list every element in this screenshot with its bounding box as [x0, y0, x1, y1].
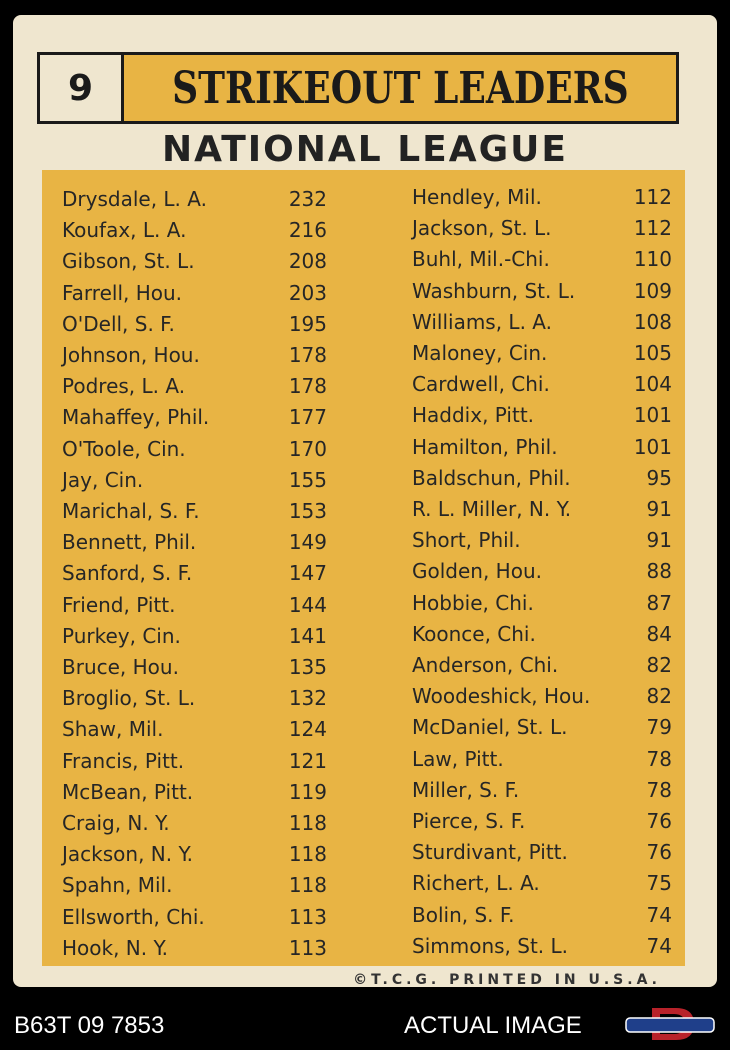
- strikeout-count: 178: [288, 374, 327, 399]
- strikeout-count: 84: [646, 621, 672, 646]
- leader-row: [62, 746, 327, 777]
- strikeout-count: 147: [288, 561, 327, 586]
- leader-row: [412, 494, 672, 525]
- strikeout-count: 178: [288, 343, 327, 367]
- leader-row: [412, 369, 672, 400]
- pitcher-name: Koufax, L. A.: [62, 218, 187, 243]
- leader-row: [412, 463, 672, 494]
- pitcher-name: Law, Pitt.: [412, 746, 504, 771]
- pitcher-name: Bolin, S. F.: [412, 902, 515, 927]
- leader-row: [62, 590, 327, 621]
- pitcher-name: Marichal, S. F.: [62, 499, 200, 523]
- strikeout-count: 76: [646, 840, 672, 865]
- pitcher-name: Haddix, Pitt.: [412, 403, 535, 428]
- leader-row: [412, 182, 672, 213]
- pitcher-name: Farrell, Hou.: [62, 280, 183, 305]
- pitcher-name: Jackson, St. L.: [412, 216, 552, 241]
- strikeout-count: 108: [633, 309, 672, 334]
- pitcher-name: Jay, Cin.: [62, 467, 144, 492]
- card-id-caption: B63T 09 7853: [14, 1012, 165, 1039]
- strikeout-count: 113: [288, 904, 327, 929]
- leader-row: [62, 683, 327, 714]
- copyright-footer: ©T.C.G. PRINTED IN U.S.A.: [353, 972, 661, 987]
- strikeout-count: 203: [288, 280, 327, 305]
- strikeout-count: 82: [646, 684, 672, 709]
- pitcher-name: Pierce, S. F.: [412, 809, 526, 833]
- strikeout-count: 75: [646, 871, 672, 896]
- strikeout-count: 95: [646, 465, 672, 490]
- strikeout-count: 105: [633, 341, 672, 365]
- leader-row: [62, 527, 327, 558]
- pitcher-name: Simmons, St. L.: [412, 933, 569, 958]
- leader-row: [412, 432, 672, 463]
- strikeout-count: 113: [288, 935, 327, 960]
- title-box: [37, 52, 679, 124]
- strikeout-count: 141: [288, 623, 327, 648]
- leader-row: [412, 307, 672, 338]
- strikeout-count: 112: [633, 216, 672, 241]
- leader-row: [62, 902, 327, 933]
- strikeout-count: 104: [633, 372, 672, 397]
- leader-row: [412, 213, 672, 244]
- pitcher-name: Johnson, Hou.: [62, 343, 200, 367]
- strikeout-count: 124: [288, 717, 327, 742]
- leader-row: [412, 338, 672, 369]
- leader-row: [412, 712, 672, 743]
- pitcher-name: Hamilton, Phil.: [412, 434, 558, 459]
- pitcher-name: Bruce, Hou.: [62, 655, 179, 679]
- pitcher-name: Bennett, Phil.: [62, 530, 197, 555]
- strikeout-count: 177: [288, 405, 327, 430]
- leader-row: [62, 309, 327, 340]
- pitcher-name: Friend, Pitt.: [62, 592, 176, 617]
- strikeout-count: 170: [288, 436, 327, 461]
- strikeout-count: 144: [288, 592, 327, 617]
- strikeout-count: 78: [646, 777, 672, 802]
- pitcher-name: Cardwell, Chi.: [412, 372, 550, 397]
- leader-row: [412, 868, 672, 899]
- pitcher-name: Mahaffey, Phil.: [62, 405, 210, 430]
- leader-row: [62, 434, 327, 465]
- pitcher-name: Buhl, Mil.-Chi.: [412, 247, 550, 272]
- strikeout-count: 110: [633, 247, 672, 272]
- leader-row: [412, 806, 672, 837]
- strikeout-count: 208: [288, 249, 327, 274]
- card-title-banner: [124, 55, 676, 121]
- strikeout-count: 74: [646, 902, 672, 927]
- strikeout-count: 91: [646, 528, 672, 553]
- pitcher-name: Broglio, St. L.: [62, 686, 196, 711]
- strikeout-count: 195: [288, 311, 327, 336]
- leader-row: [412, 588, 672, 619]
- strikeout-count: 118: [288, 811, 327, 835]
- pitcher-name: Hook, N. Y.: [62, 935, 169, 960]
- leader-row: [412, 837, 672, 868]
- strikeout-count: 216: [288, 218, 327, 243]
- leader-row: [62, 808, 327, 839]
- pitcher-name: McBean, Pitt.: [62, 779, 194, 804]
- leader-row: [412, 244, 672, 275]
- card-number: 9: [40, 55, 124, 121]
- leader-row: [62, 184, 327, 215]
- strikeout-count: 118: [288, 873, 327, 898]
- pitcher-name: Sanford, S. F.: [62, 561, 193, 586]
- pitcher-name: Miller, S. F.: [412, 777, 520, 802]
- leader-row: [62, 933, 327, 964]
- leader-row: [412, 681, 672, 712]
- pitcher-name: Ellsworth, Chi.: [62, 904, 205, 929]
- pitcher-name: Maloney, Cin.: [412, 341, 548, 365]
- strikeout-count: 112: [633, 185, 672, 209]
- leader-row: [62, 621, 327, 652]
- leader-row: [412, 900, 672, 931]
- leader-row: [412, 276, 672, 307]
- leader-row: [62, 714, 327, 745]
- strikeout-count: 87: [646, 590, 672, 615]
- leader-row: [62, 402, 327, 433]
- strikeout-count: 101: [633, 434, 672, 459]
- pitcher-name: Hobbie, Chi.: [412, 590, 534, 615]
- strikeout-count: 135: [288, 655, 327, 679]
- leader-row: [412, 744, 672, 775]
- strikeout-count: 118: [288, 842, 327, 867]
- league-heading: NATIONAL LEAGUE: [162, 129, 568, 170]
- pitcher-name: Washburn, St. L.: [412, 278, 576, 303]
- leader-row: [62, 278, 327, 309]
- pitcher-name: Spahn, Mil.: [62, 873, 173, 898]
- leader-row: [62, 371, 327, 402]
- leader-row: [62, 558, 327, 589]
- pitcher-name: Purkey, Cin.: [62, 623, 181, 648]
- leader-row: [412, 619, 672, 650]
- actual-image-caption: ACTUAL IMAGE: [404, 1012, 582, 1039]
- leader-row: [62, 870, 327, 901]
- strikeout-count: 76: [646, 809, 672, 833]
- deans-cards-logo: [624, 1004, 716, 1044]
- pitcher-name: Sturdivant, Pitt.: [412, 840, 568, 865]
- card-title: STRIKEOUT LEADERS: [171, 62, 629, 114]
- strikeout-count: 101: [633, 403, 672, 428]
- leader-row: [62, 465, 327, 496]
- pitcher-name: Golden, Hou.: [412, 559, 542, 584]
- leader-row: [62, 215, 327, 246]
- strikeout-count: 132: [288, 686, 327, 711]
- strikeout-count: 232: [288, 187, 327, 211]
- strikeout-count: 109: [633, 278, 672, 303]
- leader-row: [412, 400, 672, 431]
- strikeout-count: 88: [646, 559, 672, 584]
- strikeout-count: 153: [288, 499, 327, 523]
- pitcher-name: McDaniel, St. L.: [412, 715, 568, 740]
- leader-row: [62, 839, 327, 870]
- pitcher-name: Richert, L. A.: [412, 871, 540, 896]
- pitcher-name: Gibson, St. L.: [62, 249, 195, 274]
- pitcher-name: Francis, Pitt.: [62, 748, 185, 773]
- baseball-card: [13, 15, 717, 987]
- leader-row: [62, 777, 327, 808]
- leader-row: [412, 775, 672, 806]
- strikeout-count: 121: [288, 748, 327, 773]
- pitcher-name: O'Dell, S. F.: [62, 311, 175, 336]
- leader-row: [412, 931, 672, 962]
- pitcher-name: Craig, N. Y.: [62, 811, 170, 835]
- pitcher-name: Baldschun, Phil.: [412, 465, 571, 490]
- leader-row: [62, 496, 327, 527]
- pitcher-name: Williams, L. A.: [412, 309, 552, 334]
- pitcher-name: Hendley, Mil.: [412, 185, 542, 209]
- strikeout-count: 91: [646, 497, 672, 521]
- leader-row: [412, 525, 672, 556]
- pitcher-name: Drysdale, L. A.: [62, 187, 207, 211]
- strikeout-count: 79: [646, 715, 672, 740]
- pitcher-name: Short, Phil.: [412, 528, 521, 553]
- pitcher-name: O'Toole, Cin.: [62, 436, 186, 461]
- leader-row: [62, 340, 327, 371]
- leaders-panel: [42, 170, 685, 966]
- pitcher-name: Anderson, Chi.: [412, 653, 559, 677]
- leader-row: [62, 246, 327, 277]
- pitcher-name: R. L. Miller, N. Y.: [412, 497, 572, 521]
- pitcher-name: Podres, L. A.: [62, 374, 186, 399]
- pitcher-name: Shaw, Mil.: [62, 717, 164, 742]
- strikeout-count: 119: [288, 779, 327, 804]
- leader-row: [62, 652, 327, 683]
- pitcher-name: Koonce, Chi.: [412, 621, 536, 646]
- pitcher-name: Jackson, N. Y.: [62, 842, 193, 867]
- strikeout-count: 155: [288, 467, 327, 492]
- strikeout-count: 149: [288, 530, 327, 555]
- leader-row: [412, 556, 672, 587]
- strikeout-count: 74: [646, 933, 672, 958]
- strikeout-count: 82: [646, 653, 672, 677]
- leader-row: [412, 650, 672, 681]
- strikeout-count: 78: [646, 746, 672, 771]
- pitcher-name: Woodeshick, Hou.: [412, 684, 591, 709]
